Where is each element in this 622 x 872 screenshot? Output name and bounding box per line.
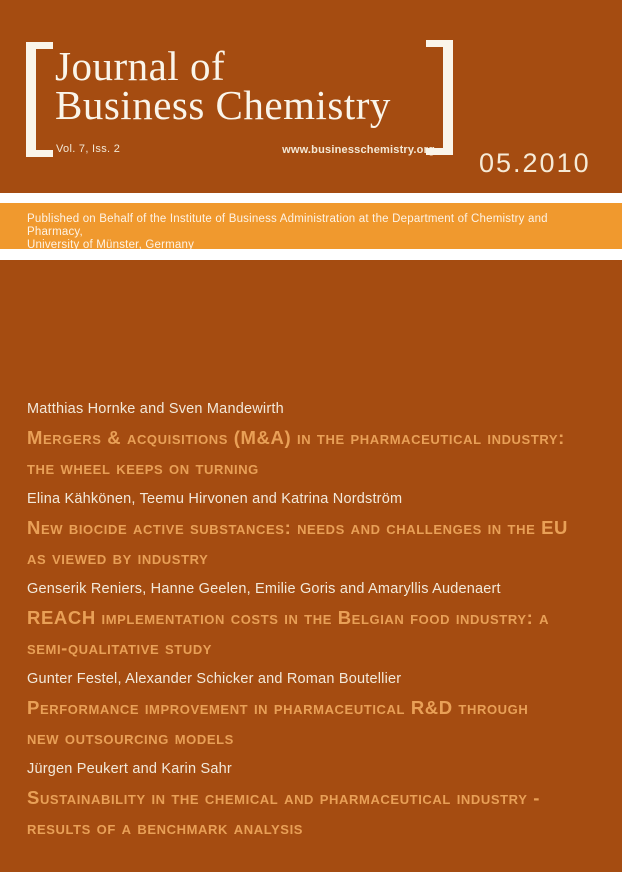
article [27, 400, 592, 483]
article-title-line1: Mergers & acquisitions (M&A) in the pharmaceutical industry: [27, 427, 565, 448]
journal-title-line2: Business Chemistry [55, 82, 391, 128]
article-authors: Elina Kähkönen, Teemu Hirvonen and Katrina Nordström [27, 491, 403, 507]
article-authors: Jürgen Peukert and Karin Sahr [27, 761, 232, 777]
article-title-line1: REACH implementation costs in the Belgian food industry: a [27, 607, 550, 628]
journal-title [55, 43, 391, 128]
article-list [0, 260, 622, 872]
article-title [27, 423, 592, 483]
article-title [27, 693, 592, 753]
article-title-line2: as viewed by industry [27, 547, 209, 568]
article-authors: Genserik Reniers, Hanne Geelen, Emilie Goris and Amaryllis Audenaert [27, 581, 501, 597]
article-title-line1: Sustainability in the chemical and pharmaceutical industry - [27, 787, 540, 808]
issue-date: 05.2010 [479, 148, 591, 178]
article-title-line1: Performance improvement in pharmaceutical R&D through [27, 697, 529, 718]
masthead [0, 0, 622, 193]
article [27, 490, 592, 573]
left-bracket-icon [26, 42, 53, 157]
divider-stripe-top [0, 193, 622, 203]
right-bracket-icon [426, 40, 453, 155]
volume-issue: Vol. 7, Iss. 2 [56, 143, 121, 155]
publisher-band [0, 203, 622, 249]
article-title [27, 783, 592, 843]
article-authors: Matthias Hornke and Sven Mandewirth [27, 401, 284, 417]
article-title-line2: new outsourcing models [27, 727, 234, 748]
publisher-line1: Published on Behalf of the Institute of Business Administration at the Department of Chemistry and Pharmacy, [27, 213, 548, 238]
journal-title-line1: Journal of [55, 43, 226, 89]
article [27, 760, 592, 843]
article-authors: Gunter Festel, Alexander Schicker and Roman Boutellier [27, 671, 402, 687]
article [27, 580, 592, 663]
article [27, 670, 592, 753]
article-title-line1: New biocide active substances: needs and challenges in the EU [27, 517, 568, 538]
publisher-line2: University of Münster, Germany [27, 239, 195, 251]
article-title [27, 603, 592, 663]
article-title-line2: results of a benchmark analysis [27, 817, 304, 838]
article-title-line2: semi-qualitative study [27, 637, 213, 658]
article-title-line2: the wheel keeps on turning [27, 457, 259, 478]
website-url: www.businesschemistry.org [282, 144, 435, 156]
article-title [27, 513, 592, 573]
